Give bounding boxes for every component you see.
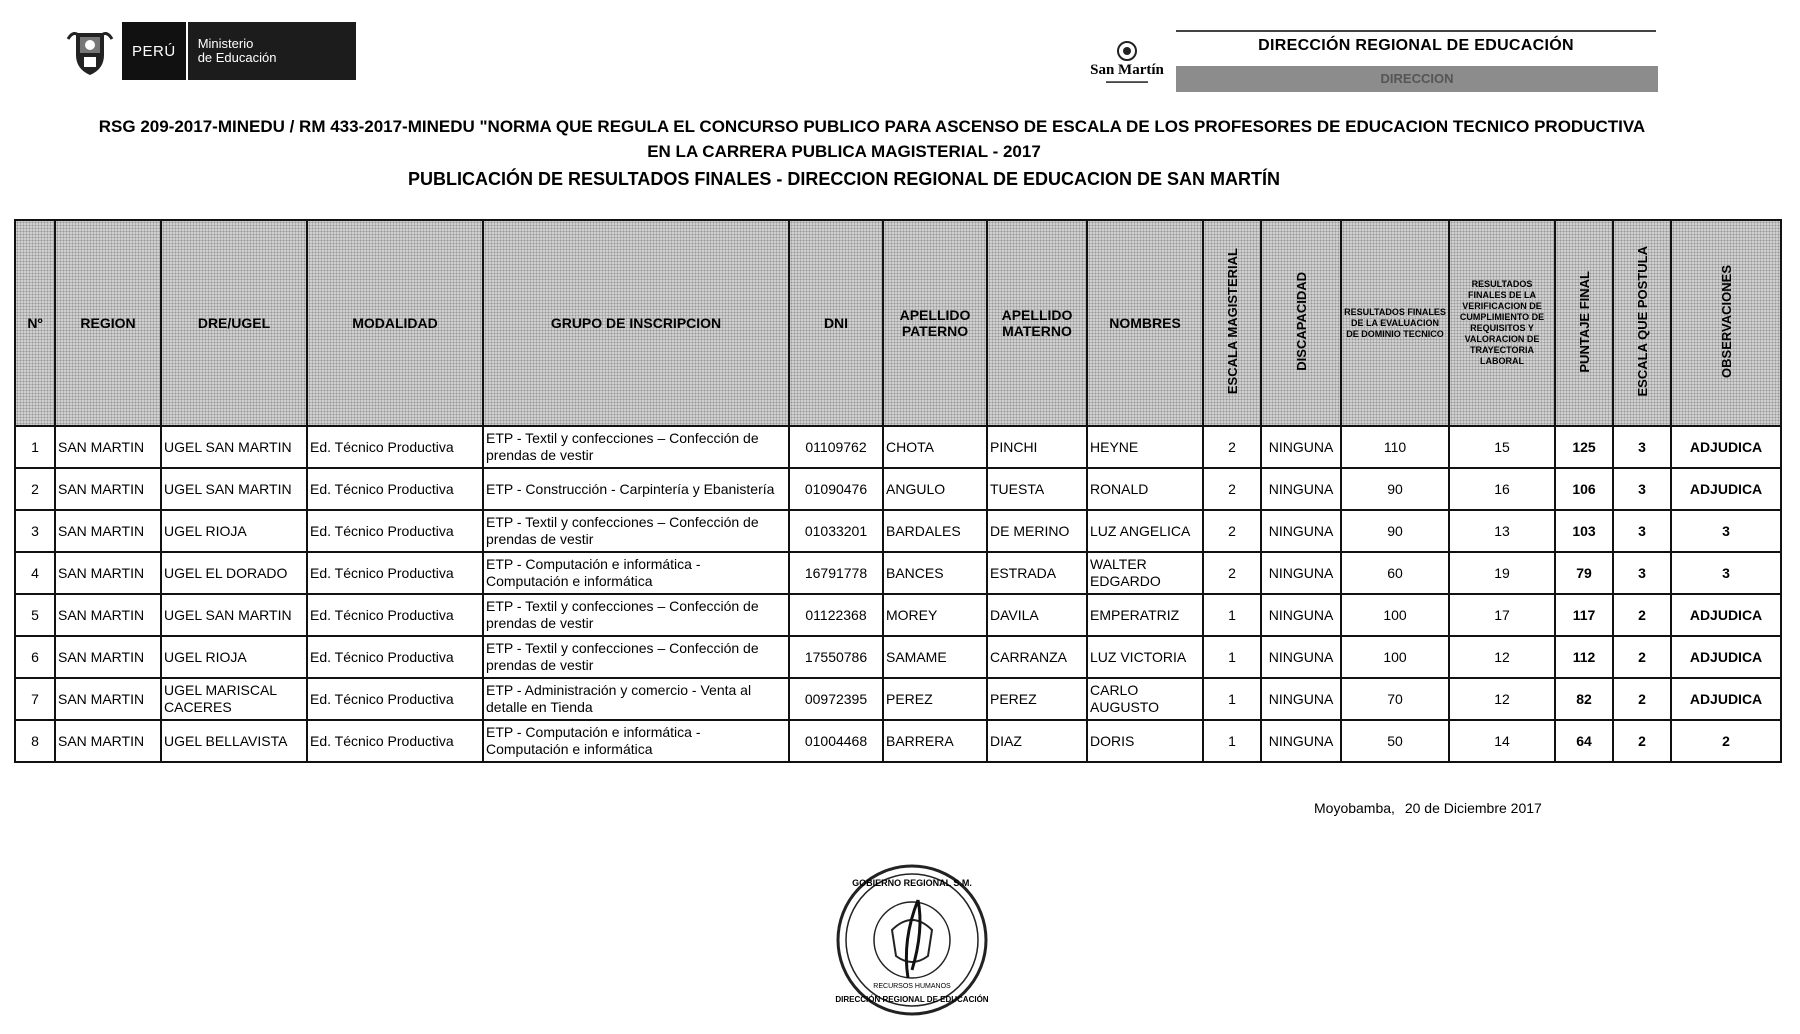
- cell-dre: UGEL SAN MARTIN: [161, 426, 307, 468]
- cell-nombres: CARLO AUGUSTO: [1087, 678, 1203, 720]
- svg-text:RECURSOS HUMANOS: RECURSOS HUMANOS: [873, 983, 951, 990]
- cell-apellido-paterno: BARRERA: [883, 720, 987, 762]
- cell-escala-postula: 2: [1613, 678, 1671, 720]
- cell-escala-postula: 3: [1613, 510, 1671, 552]
- cell-grupo: ETP - Textil y confecciones – Confección de prendas de vestir: [483, 426, 789, 468]
- cell-discapacidad: NINGUNA: [1261, 468, 1341, 510]
- cell-n: 4: [15, 552, 55, 594]
- cell-resultado-verificacion: 14: [1449, 720, 1555, 762]
- cell-discapacidad: NINGUNA: [1261, 636, 1341, 678]
- header-escala-magisterial: [1203, 220, 1261, 426]
- table-row: [15, 468, 1781, 510]
- cell-puntaje-final: 103: [1555, 510, 1613, 552]
- header-resultado-verificacion: RESULTADOS FINALES DE LA VERIFICACION DE CUMPLIMIENTO DE REQUISITOS Y VALORACION DE TRAYECTORIA LABORAL: [1449, 220, 1555, 426]
- cell-modalidad: Ed. Técnico Productiva: [307, 426, 483, 468]
- ministerio-line1: Ministerio: [197, 36, 254, 51]
- cell-grupo: ETP - Textil y confecciones – Confección de prendas de vestir: [483, 510, 789, 552]
- cell-modalidad: Ed. Técnico Productiva: [307, 720, 483, 762]
- cell-dre: UGEL SAN MARTIN: [161, 468, 307, 510]
- ministerio-line2: de Educación: [197, 50, 277, 65]
- cell-dre: UGEL RIOJA: [161, 510, 307, 552]
- cell-n: 8: [15, 720, 55, 762]
- document-title-line2: EN LA CARRERA PUBLICA MAGISTERIAL - 2017: [647, 142, 1041, 161]
- cell-n: 6: [15, 636, 55, 678]
- header-region: REGION: [55, 220, 161, 426]
- cell-region: SAN MARTIN: [55, 636, 161, 678]
- cell-escala: 2: [1203, 510, 1261, 552]
- table-header-row: [15, 220, 1781, 426]
- cell-resultado-dominio: 60: [1341, 552, 1449, 594]
- cell-puntaje-final: 112: [1555, 636, 1613, 678]
- cell-grupo: ETP - Textil y confecciones – Confección de prendas de vestir: [483, 636, 789, 678]
- san-martin-emblem-icon: [1116, 40, 1138, 62]
- peru-coat-of-arms-icon: [62, 22, 118, 80]
- cell-apellido-paterno: SAMAME: [883, 636, 987, 678]
- cell-resultado-verificacion: 17: [1449, 594, 1555, 636]
- cell-resultado-verificacion: 12: [1449, 678, 1555, 720]
- header-resultado-dominio: RESULTADOS FINALES DE LA EVALUACION DE DOMINIO TECNICO: [1341, 220, 1449, 426]
- cell-apellido-paterno: CHOTA: [883, 426, 987, 468]
- cell-nombres: EMPERATRIZ: [1087, 594, 1203, 636]
- table-row: [15, 594, 1781, 636]
- cell-puntaje-final: 64: [1555, 720, 1613, 762]
- table-row: [15, 678, 1781, 720]
- cell-puntaje-final: 125: [1555, 426, 1613, 468]
- ministerio-label: [186, 22, 357, 80]
- cell-modalidad: Ed. Técnico Productiva: [307, 552, 483, 594]
- cell-region: SAN MARTIN: [55, 720, 161, 762]
- cell-region: SAN MARTIN: [55, 678, 161, 720]
- cell-dni: 16791778: [789, 552, 883, 594]
- cell-dni: 01004468: [789, 720, 883, 762]
- cell-puntaje-final: 106: [1555, 468, 1613, 510]
- header-n: Nº: [15, 220, 55, 426]
- cell-grupo: ETP - Construcción - Carpintería y Ebanistería: [483, 468, 789, 510]
- cell-observaciones: 3: [1671, 510, 1781, 552]
- header-puntaje-final: [1555, 220, 1613, 426]
- cell-escala-postula: 3: [1613, 468, 1671, 510]
- header-nombres: NOMBRES: [1087, 220, 1203, 426]
- cell-apellido-materno: TUESTA: [987, 468, 1087, 510]
- header-puntaje-final-text: PUNTAJE FINAL: [1576, 270, 1592, 373]
- cell-n: 5: [15, 594, 55, 636]
- cell-apellido-paterno: BARDALES: [883, 510, 987, 552]
- date-line: [1314, 800, 1548, 816]
- cell-modalidad: Ed. Técnico Productiva: [307, 636, 483, 678]
- cell-dre: UGEL SAN MARTIN: [161, 594, 307, 636]
- svg-text:DIRECCIÓN REGIONAL DE EDUCACIÓ: DIRECCIÓN REGIONAL DE EDUCACIÓN: [835, 995, 989, 1004]
- cell-observaciones: ADJUDICA: [1671, 678, 1781, 720]
- official-stamp-seal: [832, 860, 992, 1020]
- cell-discapacidad: NINGUNA: [1261, 510, 1341, 552]
- cell-region: SAN MARTIN: [55, 552, 161, 594]
- document-title-line1: RSG 209-2017-MINEDU / RM 433-2017-MINEDU "NORMA QUE REGULA EL CONCURSO PUBLICO PARA ASCENSO DE ESCALA DE LOS PROFESORES DE EDUCACION TECNICO PRODUCTIVA: [98, 117, 1646, 136]
- cell-apellido-paterno: BANCES: [883, 552, 987, 594]
- cell-resultado-dominio: 110: [1341, 426, 1449, 468]
- cell-region: SAN MARTIN: [55, 468, 161, 510]
- header-escala-postula: [1613, 220, 1671, 426]
- cell-resultado-verificacion: 13: [1449, 510, 1555, 552]
- header-apellido-paterno: APELLIDO PATERNO: [883, 220, 987, 426]
- date-label: 20 de Diciembre 2017: [1404, 800, 1542, 816]
- dre-header: [1086, 26, 1658, 98]
- cell-discapacidad: NINGUNA: [1261, 594, 1341, 636]
- minedu-logo: [62, 22, 356, 80]
- cell-observaciones: 2: [1671, 720, 1781, 762]
- cell-escala-postula: 3: [1613, 552, 1671, 594]
- cell-modalidad: Ed. Técnico Productiva: [307, 678, 483, 720]
- cell-observaciones: ADJUDICA: [1671, 468, 1781, 510]
- cell-puntaje-final: 117: [1555, 594, 1613, 636]
- cell-resultado-verificacion: 12: [1449, 636, 1555, 678]
- cell-escala: 1: [1203, 678, 1261, 720]
- cell-apellido-paterno: MOREY: [883, 594, 987, 636]
- san-martin-logo: [1086, 26, 1168, 98]
- document-title-line3: PUBLICACIÓN DE RESULTADOS FINALES - DIRECCION REGIONAL DE EDUCACION DE SAN MARTÍN: [407, 169, 1281, 189]
- cell-observaciones: ADJUDICA: [1671, 636, 1781, 678]
- cell-apellido-paterno: ANGULO: [883, 468, 987, 510]
- header-observaciones: [1671, 220, 1781, 426]
- cell-dni: 17550786: [789, 636, 883, 678]
- cell-escala-postula: 2: [1613, 636, 1671, 678]
- header-grupo: GRUPO DE INSCRIPCION: [483, 220, 789, 426]
- cell-discapacidad: NINGUNA: [1261, 720, 1341, 762]
- cell-escala: 2: [1203, 552, 1261, 594]
- header-discapacidad-text: DISCAPACIDAD: [1293, 272, 1309, 371]
- cell-resultado-dominio: 90: [1341, 510, 1449, 552]
- results-table: [14, 219, 1782, 763]
- dre-subtitle: DIRECCION: [1176, 66, 1658, 92]
- cell-resultado-verificacion: 16: [1449, 468, 1555, 510]
- table-row: [15, 552, 1781, 594]
- cell-apellido-materno: ESTRADA: [987, 552, 1087, 594]
- cell-dni: 00972395: [789, 678, 883, 720]
- cell-modalidad: Ed. Técnico Productiva: [307, 510, 483, 552]
- table-row: [15, 720, 1781, 762]
- peru-label: PERÚ: [122, 22, 186, 80]
- city-label: Moyobamba,: [1314, 800, 1395, 816]
- cell-escala-postula: 2: [1613, 594, 1671, 636]
- cell-nombres: LUZ ANGELICA: [1087, 510, 1203, 552]
- table-row: [15, 510, 1781, 552]
- cell-escala: 1: [1203, 720, 1261, 762]
- cell-puntaje-final: 79: [1555, 552, 1613, 594]
- cell-observaciones: 3: [1671, 552, 1781, 594]
- cell-discapacidad: NINGUNA: [1261, 678, 1341, 720]
- header-escala-magisterial-text: ESCALA MAGISTERIAL: [1224, 248, 1240, 395]
- cell-discapacidad: NINGUNA: [1261, 426, 1341, 468]
- cell-grupo: ETP - Textil y confecciones – Confección de prendas de vestir: [483, 594, 789, 636]
- cell-observaciones: ADJUDICA: [1671, 426, 1781, 468]
- cell-apellido-materno: CARRANZA: [987, 636, 1087, 678]
- cell-region: SAN MARTIN: [55, 510, 161, 552]
- cell-modalidad: Ed. Técnico Productiva: [307, 468, 483, 510]
- header-discapacidad: [1261, 220, 1341, 426]
- cell-dni: 01122368: [789, 594, 883, 636]
- cell-apellido-materno: PINCHI: [987, 426, 1087, 468]
- table-row: [15, 636, 1781, 678]
- cell-resultado-verificacion: 19: [1449, 552, 1555, 594]
- cell-escala-postula: 3: [1613, 426, 1671, 468]
- san-martin-logo-sub: ▬▬▬▬▬▬▬: [1106, 78, 1148, 85]
- cell-nombres: LUZ VICTORIA: [1087, 636, 1203, 678]
- cell-grupo: ETP - Administración y comercio - Venta al detalle en Tienda: [483, 678, 789, 720]
- cell-dni: 01090476: [789, 468, 883, 510]
- cell-resultado-dominio: 100: [1341, 594, 1449, 636]
- cell-resultado-dominio: 100: [1341, 636, 1449, 678]
- cell-resultado-dominio: 90: [1341, 468, 1449, 510]
- cell-dre: UGEL RIOJA: [161, 636, 307, 678]
- header-escala-postula-text: ESCALA QUE POSTULA: [1634, 246, 1650, 397]
- svg-text:GOBIERNO REGIONAL S.M.: GOBIERNO REGIONAL S.M.: [852, 878, 972, 888]
- cell-escala: 2: [1203, 468, 1261, 510]
- cell-resultado-dominio: 50: [1341, 720, 1449, 762]
- header-observaciones-text: OBSERVACIONES: [1718, 265, 1734, 378]
- cell-puntaje-final: 82: [1555, 678, 1613, 720]
- cell-escala: 1: [1203, 594, 1261, 636]
- header-modalidad: MODALIDAD: [307, 220, 483, 426]
- cell-n: 7: [15, 678, 55, 720]
- cell-grupo: ETP - Computación e informática - Computación e informática: [483, 552, 789, 594]
- cell-nombres: RONALD: [1087, 468, 1203, 510]
- cell-dre: UGEL MARISCAL CACERES: [161, 678, 307, 720]
- san-martin-logo-text: San Martín: [1090, 61, 1164, 78]
- cell-nombres: HEYNE: [1087, 426, 1203, 468]
- cell-escala: 2: [1203, 426, 1261, 468]
- header-dre: DRE/UGEL: [161, 220, 307, 426]
- cell-apellido-paterno: PEREZ: [883, 678, 987, 720]
- cell-resultado-dominio: 70: [1341, 678, 1449, 720]
- cell-dni: 01033201: [789, 510, 883, 552]
- cell-region: SAN MARTIN: [55, 426, 161, 468]
- cell-n: 2: [15, 468, 55, 510]
- cell-apellido-materno: DE MERINO: [987, 510, 1087, 552]
- cell-dre: UGEL BELLAVISTA: [161, 720, 307, 762]
- cell-escala: 1: [1203, 636, 1261, 678]
- cell-observaciones: ADJUDICA: [1671, 594, 1781, 636]
- cell-discapacidad: NINGUNA: [1261, 552, 1341, 594]
- cell-apellido-materno: PEREZ: [987, 678, 1087, 720]
- cell-grupo: ETP - Computación e informática - Computación e informática: [483, 720, 789, 762]
- header-dni: DNI: [789, 220, 883, 426]
- cell-n: 1: [15, 426, 55, 468]
- cell-dni: 01109762: [789, 426, 883, 468]
- cell-nombres: WALTER EDGARDO: [1087, 552, 1203, 594]
- table-row: [15, 426, 1781, 468]
- cell-dre: UGEL EL DORADO: [161, 552, 307, 594]
- cell-escala-postula: 2: [1613, 720, 1671, 762]
- cell-region: SAN MARTIN: [55, 594, 161, 636]
- cell-n: 3: [15, 510, 55, 552]
- cell-resultado-verificacion: 15: [1449, 426, 1555, 468]
- dre-title: DIRECCIÓN REGIONAL DE EDUCACIÓN: [1176, 30, 1656, 60]
- header-apellido-materno: APELLIDO MATERNO: [987, 220, 1087, 426]
- cell-apellido-materno: DAVILA: [987, 594, 1087, 636]
- cell-nombres: DORIS: [1087, 720, 1203, 762]
- cell-modalidad: Ed. Técnico Productiva: [307, 594, 483, 636]
- cell-apellido-materno: DIAZ: [987, 720, 1087, 762]
